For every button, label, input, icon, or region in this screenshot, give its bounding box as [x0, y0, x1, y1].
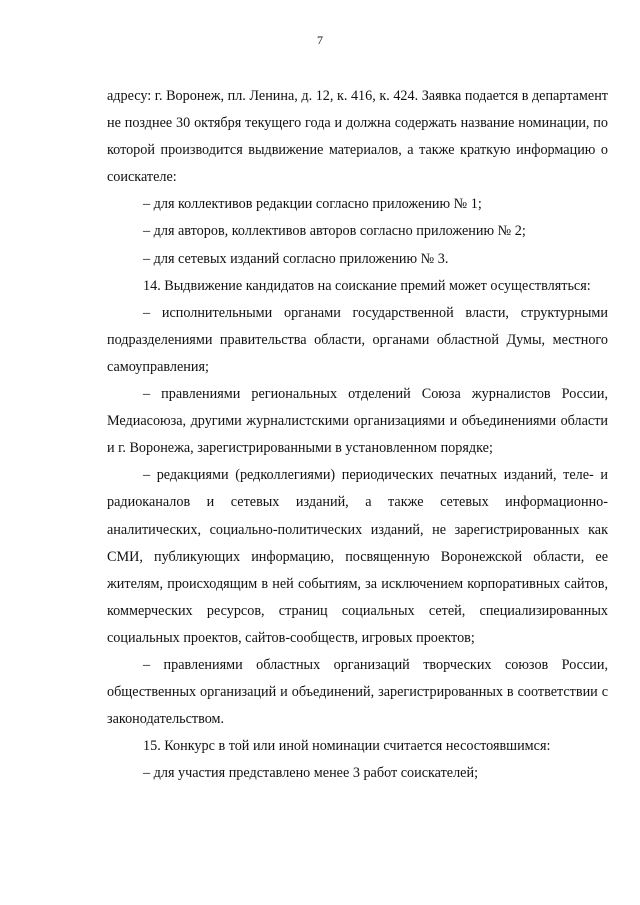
document-body [107, 83, 608, 787]
page-number: 7 [317, 33, 323, 47]
paragraph-address: адресу: г. Воронеж, пл. Ленина, д. 12, к. 416, к. 424. Заявка подается в департамент не позднее 30 октября текущего года и должна содержать название номинации, по которой производится выдвижение материалов, а также краткую информацию о соискателе: [107, 88, 608, 186]
list-item-appendix-1: – для коллективов редакции согласно приложению № 1; [143, 196, 482, 213]
list-item-appendix-2: – для авторов, коллективов авторов согласно приложению № 2; [143, 223, 526, 240]
list-item-min-works: – для участия представлено менее 3 работ соискателей; [143, 765, 479, 782]
clause-14: 14. Выдвижение кандидатов на соискание премий может осуществляться: [143, 277, 591, 294]
list-item-journalist-unions: – правлениями региональных отделений Союза журналистов России, Медиасоюза, другими журналистскими организациями и объединениями области и г. Воронежа, зарегистрированными в установленном порядке; [107, 386, 608, 457]
list-item-creative-unions: – правлениями областных организаций творческих союзов России, общественных организаций и объединений, зарегистрированных в соответствии с законодательством. [107, 656, 608, 728]
clause-15: 15. Конкурс в той или иной номинации считается несостоявшимся: [143, 738, 551, 755]
list-item-government-bodies: – исполнительными органами государственной власти, структурными подразделениями правительства области, органами областной Думы, местного самоуправления; [107, 304, 608, 375]
list-item-editorial-boards: – редакциями (редколлегиями) периодических печатных изданий, теле- и радиоканалов и сетевых изданий, а также сетевых информационно-аналитических, социально-политических изданий, не зарегистрированных как СМИ, публикующих информацию, посвященную Воронежской области, ее жителям, происходящим в ней событиям, за исключением корпоративных сайтов, коммерческих ресурсов, страниц социальных сетей, специализированных социальных проектов, сайтов-сообществ, игровых проектов; [107, 467, 608, 646]
list-item-appendix-3: – для сетевых изданий согласно приложению № 3. [143, 250, 449, 267]
